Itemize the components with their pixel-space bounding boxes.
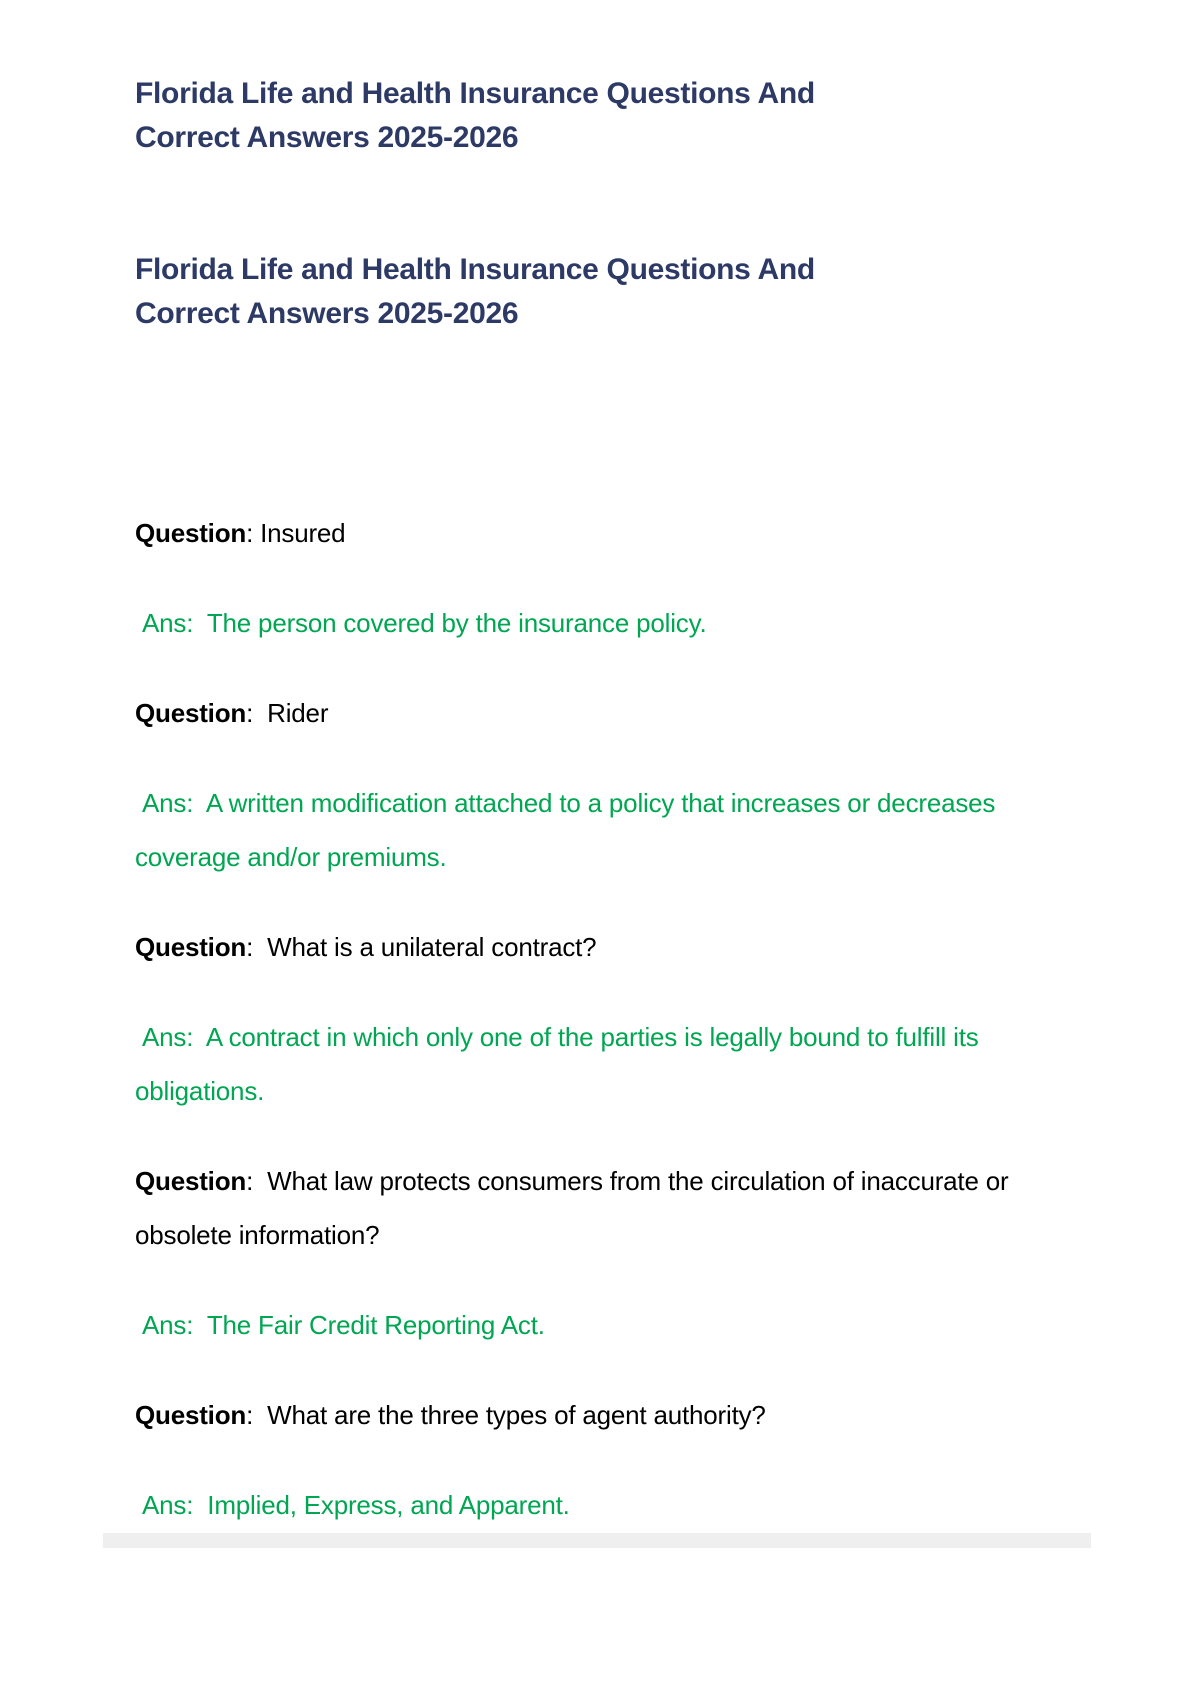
page-divider-bar <box>103 1533 1091 1548</box>
question-label: Question <box>135 518 247 548</box>
question-text: : What is a unilateral contract? <box>246 932 597 962</box>
answer-paragraph: Ans: Implied, Express, and Apparent. <box>135 1490 570 1520</box>
question-label: Question <box>135 932 247 962</box>
title-line-2: Correct Answers 2025-2026 <box>135 121 519 154</box>
document-title <box>135 72 1050 160</box>
answer-paragraph: Ans: The Fair Credit Reporting Act. <box>135 1310 545 1340</box>
question-label: Question <box>135 698 247 728</box>
question-label: Question <box>135 1400 247 1430</box>
answer-paragraph: Ans: A written modification attached to a policy that increases or decreases coverage and/or premiums. <box>135 788 1003 872</box>
question-paragraph <box>135 686 1050 740</box>
question-paragraph <box>135 920 1050 974</box>
answer-paragraph: Ans: The person covered by the insurance policy. <box>135 608 707 638</box>
question-label: Question <box>135 1166 247 1196</box>
answer-paragraph: Ans: A contract in which only one of the parties is legally bound to fulfill its obligations. <box>135 1022 986 1106</box>
title-repeat-line-1: Florida Life and Health Insurance Questions And <box>135 253 815 286</box>
title-repeat-line-2: Correct Answers 2025-2026 <box>135 297 519 330</box>
document-title-repeat <box>135 248 1050 336</box>
question-text: : Insured <box>246 518 346 548</box>
title-line-1: Florida Life and Health Insurance Questions And <box>135 77 815 110</box>
question-paragraph <box>135 1388 1050 1442</box>
question-paragraph <box>135 506 1050 560</box>
question-text: : What law protects consumers from the circulation of inaccurate or obsolete information? <box>135 1166 1016 1250</box>
question-text: : Rider <box>246 698 329 728</box>
question-text: : What are the three types of agent authority? <box>246 1400 766 1430</box>
qa-section <box>135 506 1050 1532</box>
question-paragraph <box>135 1154 1050 1262</box>
